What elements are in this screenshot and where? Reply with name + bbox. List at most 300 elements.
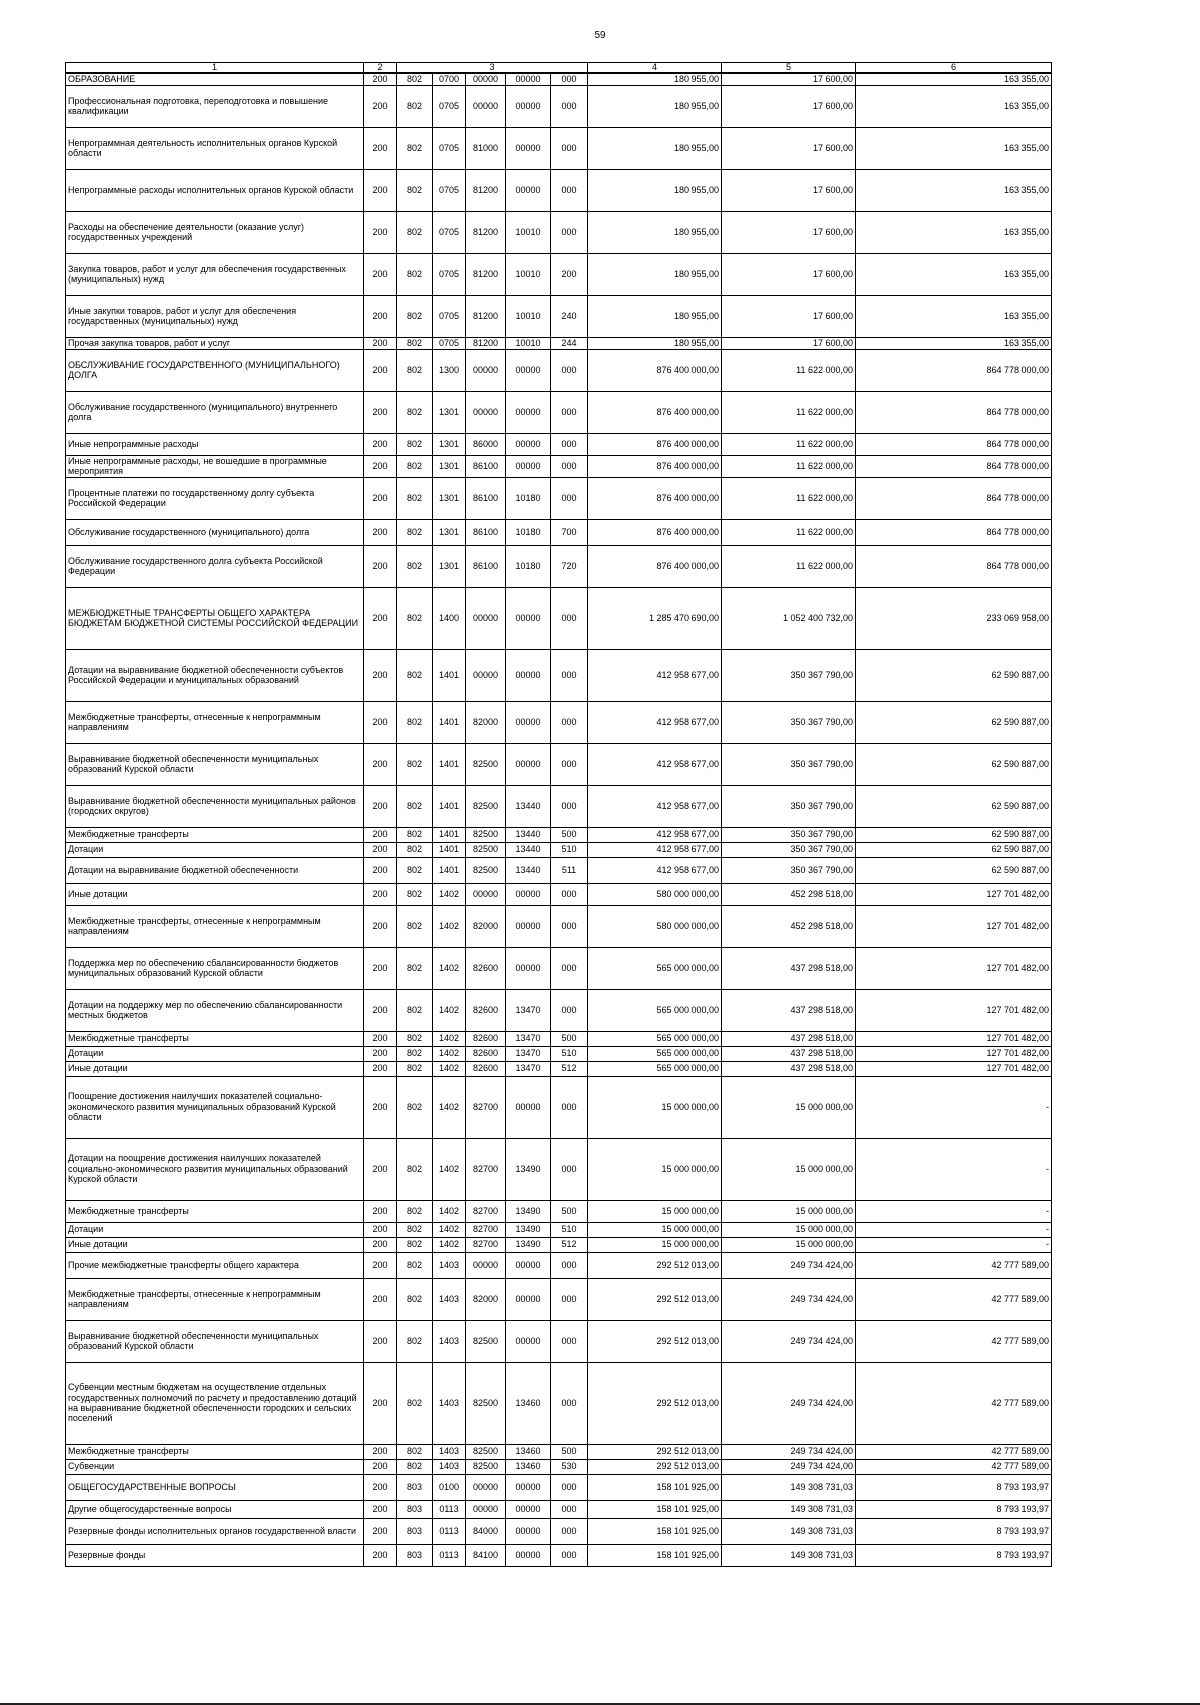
col3-section: 1402 [433,989,466,1031]
table-row [66,1138,1052,1200]
row-name: Межбюджетные трансферты [66,827,364,842]
col3-expense-type: 000 [551,349,588,391]
col6-amount: 127 701 482,00 [856,1031,1052,1046]
col3-expense-type: 000 [551,1500,588,1518]
col3-direction: 00000 [506,85,551,127]
col3-program: 82500 [466,1444,506,1459]
col4-amount: 292 512 013,00 [588,1444,722,1459]
col3-direction: 13460 [506,1362,551,1444]
col2-code: 200 [364,1459,397,1474]
col2-code: 200 [364,169,397,211]
row-name: Дотации [66,1046,364,1061]
col3-ministry: 802 [397,883,433,905]
row-name: Иные непрограммные расходы, не вошедшие в программные мероприятия [66,455,364,477]
row-name: Иные дотации [66,883,364,905]
col3-expense-type: 511 [551,857,588,883]
col3-ministry: 802 [397,391,433,433]
table-row [66,989,1052,1031]
col3-section: 1401 [433,785,466,827]
table-row [66,349,1052,391]
col3-ministry: 802 [397,295,433,337]
table-row [66,519,1052,545]
col3-section: 1402 [433,1222,466,1237]
row-name: Расходы на обеспечение деятельности (оказание услуг) государственных учреждений [66,211,364,253]
table-row [66,211,1052,253]
col5-amount: 437 298 518,00 [722,1061,856,1076]
col3-section: 0113 [433,1518,466,1544]
row-name: Межбюджетные трансферты [66,1031,364,1046]
col2-code: 200 [364,519,397,545]
col3-expense-type: 000 [551,1252,588,1278]
col6-amount: 127 701 482,00 [856,883,1052,905]
col4-amount: 412 958 677,00 [588,857,722,883]
row-name: Выравнивание бюджетной обеспеченности муниципальных образований Курской области [66,743,364,785]
col2-code: 200 [364,349,397,391]
col2-code: 200 [364,1046,397,1061]
col3-section: 1402 [433,1237,466,1252]
col4-amount: 158 101 925,00 [588,1500,722,1518]
col5-amount: 1 052 400 732,00 [722,587,856,649]
col2-code: 200 [364,1138,397,1200]
col6-amount: 163 355,00 [856,253,1052,295]
col3-program: 82600 [466,989,506,1031]
col3-ministry: 802 [397,857,433,883]
col6-amount: 864 778 000,00 [856,477,1052,519]
col3-direction: 13490 [506,1200,551,1222]
col6-amount: 8 793 193,97 [856,1474,1052,1500]
col3-direction: 13470 [506,1061,551,1076]
col5-amount: 17 600,00 [722,337,856,349]
col3-section: 0113 [433,1544,466,1566]
col3-section: 1403 [433,1252,466,1278]
col3-ministry: 802 [397,1222,433,1237]
col3-expense-type: 000 [551,169,588,211]
col3-expense-type: 000 [551,85,588,127]
col3-program: 00000 [466,391,506,433]
col3-ministry: 802 [397,1320,433,1362]
table-row [66,477,1052,519]
col3-ministry: 802 [397,785,433,827]
header-cell-2: 2 [364,63,397,74]
col4-amount: 180 955,00 [588,295,722,337]
header-cell-5: 5 [722,63,856,74]
col5-amount: 249 734 424,00 [722,1362,856,1444]
col3-section: 0705 [433,169,466,211]
col3-direction: 10010 [506,337,551,349]
col3-section: 1400 [433,587,466,649]
col3-direction: 13490 [506,1138,551,1200]
col3-ministry: 802 [397,1459,433,1474]
table-row [66,337,1052,349]
col3-ministry: 802 [397,169,433,211]
col4-amount: 580 000 000,00 [588,905,722,947]
col3-program: 81200 [466,295,506,337]
col5-amount: 149 308 731,03 [722,1544,856,1566]
col3-program: 82500 [466,857,506,883]
col2-code: 200 [364,545,397,587]
col3-program: 82600 [466,1031,506,1046]
col2-code: 200 [364,1200,397,1222]
col5-amount: 15 000 000,00 [722,1138,856,1200]
col4-amount: 15 000 000,00 [588,1222,722,1237]
col5-amount: 11 622 000,00 [722,545,856,587]
col3-program: 00000 [466,1500,506,1518]
table-row [66,857,1052,883]
col6-amount: 163 355,00 [856,337,1052,349]
col3-expense-type: 510 [551,1046,588,1061]
col6-amount: 42 777 589,00 [856,1459,1052,1474]
row-name: Дотации на поощрение достижения наилучших показателей социально-экономического развития муниципальных образований Курской области [66,1138,364,1200]
col3-expense-type: 000 [551,1320,588,1362]
col4-amount: 565 000 000,00 [588,1046,722,1061]
row-name: Другие общегосударственные вопросы [66,1500,364,1518]
col2-code: 200 [364,1278,397,1320]
col3-program: 84100 [466,1544,506,1566]
row-name: Закупка товаров, работ и услуг для обеспечения государственных (муниципальных) нужд [66,253,364,295]
col4-amount: 292 512 013,00 [588,1362,722,1444]
col2-code: 200 [364,337,397,349]
col3-section: 0705 [433,295,466,337]
col3-section: 0700 [433,73,466,85]
col3-ministry: 803 [397,1474,433,1500]
col3-ministry: 802 [397,1362,433,1444]
col4-amount: 158 101 925,00 [588,1518,722,1544]
col5-amount: 452 298 518,00 [722,883,856,905]
col4-amount: 292 512 013,00 [588,1320,722,1362]
col5-amount: 17 600,00 [722,73,856,85]
row-name: Межбюджетные трансферты, отнесенные к непрограммным направлениям [66,905,364,947]
col4-amount: 15 000 000,00 [588,1138,722,1200]
table-row [66,73,1052,85]
table-row [66,1320,1052,1362]
col6-amount: 8 793 193,97 [856,1518,1052,1544]
col3-program: 82700 [466,1237,506,1252]
col3-program: 81000 [466,127,506,169]
table-row [66,1474,1052,1500]
col4-amount: 876 400 000,00 [588,391,722,433]
col3-expense-type: 000 [551,1362,588,1444]
col3-direction: 00000 [506,1518,551,1544]
col3-program: 00000 [466,1474,506,1500]
col3-section: 1403 [433,1278,466,1320]
col3-section: 1402 [433,1031,466,1046]
col3-section: 0113 [433,1500,466,1518]
col5-amount: 11 622 000,00 [722,519,856,545]
col3-program: 84000 [466,1518,506,1544]
row-name: Субвенции местным бюджетам на осуществление отдельных государственных полномочий по расчету и предоставлению дотаций на выравнивание бюджетной обеспеченности городских и сельских поселений [66,1362,364,1444]
col2-code: 200 [364,1500,397,1518]
col3-expense-type: 000 [551,785,588,827]
col3-ministry: 802 [397,1046,433,1061]
col3-direction: 00000 [506,433,551,455]
col4-amount: 180 955,00 [588,169,722,211]
row-name: Прочая закупка товаров, работ и услуг [66,337,364,349]
col5-amount: 15 000 000,00 [722,1200,856,1222]
col3-ministry: 802 [397,519,433,545]
table-row [66,1444,1052,1459]
col4-amount: 412 958 677,00 [588,785,722,827]
col3-ministry: 802 [397,842,433,857]
col3-expense-type: 000 [551,477,588,519]
col3-program: 81200 [466,169,506,211]
col5-amount: 437 298 518,00 [722,989,856,1031]
col5-amount: 149 308 731,03 [722,1518,856,1544]
col2-code: 200 [364,1031,397,1046]
col3-expense-type: 000 [551,587,588,649]
col3-ministry: 802 [397,905,433,947]
col2-code: 200 [364,1320,397,1362]
row-name: Непрограммная деятельность исполнительных органов Курской области [66,127,364,169]
row-name: ОБЩЕГОСУДАРСТВЕННЫЕ ВОПРОСЫ [66,1474,364,1500]
table-row [66,1500,1052,1518]
col3-expense-type: 000 [551,1544,588,1566]
col3-direction: 00000 [506,1320,551,1362]
col6-amount: 163 355,00 [856,211,1052,253]
col3-ministry: 802 [397,1200,433,1222]
col3-program: 81200 [466,253,506,295]
col3-ministry: 802 [397,1237,433,1252]
col3-program: 82500 [466,1459,506,1474]
col2-code: 200 [364,1222,397,1237]
col3-ministry: 802 [397,73,433,85]
table-header-row [66,63,1052,74]
row-name: Процентные платежи по государственному долгу субъекта Российской Федерации [66,477,364,519]
col3-ministry: 802 [397,743,433,785]
col3-program: 82600 [466,947,506,989]
col3-section: 1403 [433,1459,466,1474]
col3-section: 0705 [433,337,466,349]
col3-direction: 00000 [506,701,551,743]
col5-amount: 11 622 000,00 [722,391,856,433]
col2-code: 200 [364,477,397,519]
col3-section: 1402 [433,883,466,905]
col4-amount: 876 400 000,00 [588,519,722,545]
col4-amount: 412 958 677,00 [588,827,722,842]
table-row [66,649,1052,701]
row-name: Резервные фонды [66,1544,364,1566]
table-row [66,545,1052,587]
col3-ministry: 802 [397,433,433,455]
col3-direction: 00000 [506,649,551,701]
col2-code: 200 [364,391,397,433]
col3-ministry: 802 [397,1444,433,1459]
table-row [66,1459,1052,1474]
col2-code: 200 [364,827,397,842]
col2-code: 200 [364,1252,397,1278]
col3-section: 1301 [433,391,466,433]
col3-ministry: 802 [397,477,433,519]
col3-section: 1402 [433,1076,466,1138]
col5-amount: 437 298 518,00 [722,1031,856,1046]
col4-amount: 876 400 000,00 [588,545,722,587]
col3-direction: 13470 [506,1046,551,1061]
row-name: Дотации на выравнивание бюджетной обеспеченности [66,857,364,883]
col2-code: 200 [364,433,397,455]
row-name: МЕЖБЮДЖЕТНЫЕ ТРАНСФЕРТЫ ОБЩЕГО ХАРАКТЕРА БЮДЖЕТАМ БЮДЖЕТНОЙ СИСТЕМЫ РОССИЙСКОЙ ФЕДЕРАЦИИ [66,587,364,649]
row-name: ОБСЛУЖИВАНИЕ ГОСУДАРСТВЕННОГО (МУНИЦИПАЛЬНОГО) ДОЛГА [66,349,364,391]
col4-amount: 180 955,00 [588,211,722,253]
col3-ministry: 802 [397,1076,433,1138]
col6-amount: 864 778 000,00 [856,519,1052,545]
col3-ministry: 802 [397,1138,433,1200]
col4-amount: 158 101 925,00 [588,1474,722,1500]
col5-amount: 249 734 424,00 [722,1459,856,1474]
col3-expense-type: 000 [551,883,588,905]
col3-ministry: 802 [397,85,433,127]
col3-direction: 13490 [506,1222,551,1237]
col3-section: 1401 [433,857,466,883]
col6-amount: 62 590 887,00 [856,827,1052,842]
header-cell-4: 4 [588,63,722,74]
col6-amount: 864 778 000,00 [856,433,1052,455]
table-row [66,1046,1052,1061]
col3-section: 1401 [433,743,466,785]
col5-amount: 17 600,00 [722,211,856,253]
col6-amount: 42 777 589,00 [856,1252,1052,1278]
col4-amount: 180 955,00 [588,73,722,85]
col6-amount: 127 701 482,00 [856,947,1052,989]
col3-program: 00000 [466,85,506,127]
col3-section: 0705 [433,253,466,295]
col2-code: 200 [364,455,397,477]
col3-direction: 00000 [506,349,551,391]
col3-program: 86100 [466,545,506,587]
col3-direction: 10180 [506,545,551,587]
col6-amount: 62 590 887,00 [856,743,1052,785]
col4-amount: 180 955,00 [588,253,722,295]
row-name: Поддержка мер по обеспечению сбалансированности бюджетов муниципальных образований Курской области [66,947,364,989]
col3-expense-type: 000 [551,211,588,253]
table-row [66,1362,1052,1444]
col5-amount: 15 000 000,00 [722,1237,856,1252]
col2-code: 200 [364,1518,397,1544]
col3-ministry: 802 [397,701,433,743]
col6-amount: - [856,1200,1052,1222]
col2-code: 200 [364,73,397,85]
col3-direction: 13460 [506,1459,551,1474]
col3-direction: 00000 [506,455,551,477]
col3-direction: 00000 [506,743,551,785]
col3-ministry: 802 [397,947,433,989]
col2-code: 200 [364,883,397,905]
col5-amount: 452 298 518,00 [722,905,856,947]
table-row [66,433,1052,455]
col3-section: 1402 [433,1046,466,1061]
col2-code: 200 [364,127,397,169]
col3-program: 00000 [466,349,506,391]
col3-expense-type: 000 [551,1076,588,1138]
col3-program: 82600 [466,1061,506,1076]
col5-amount: 249 734 424,00 [722,1252,856,1278]
col3-direction: 00000 [506,1278,551,1320]
col2-code: 200 [364,905,397,947]
col3-program: 82500 [466,785,506,827]
col2-code: 200 [364,649,397,701]
row-name: Выравнивание бюджетной обеспеченности муниципальных образований Курской области [66,1320,364,1362]
col3-section: 1401 [433,827,466,842]
col2-code: 200 [364,1444,397,1459]
col4-amount: 412 958 677,00 [588,842,722,857]
col3-ministry: 802 [397,587,433,649]
page-number: 59 [594,30,606,41]
col3-expense-type: 512 [551,1237,588,1252]
col5-amount: 249 734 424,00 [722,1320,856,1362]
col5-amount: 350 367 790,00 [722,701,856,743]
col3-expense-type: 000 [551,743,588,785]
col6-amount: 62 590 887,00 [856,842,1052,857]
col5-amount: 350 367 790,00 [722,842,856,857]
col3-direction: 00000 [506,73,551,85]
col6-amount: 127 701 482,00 [856,905,1052,947]
col3-ministry: 802 [397,1278,433,1320]
col2-code: 200 [364,701,397,743]
row-name: Иные закупки товаров, работ и услуг для обеспечения государственных (муниципальных) нужд [66,295,364,337]
col3-section: 0100 [433,1474,466,1500]
col6-amount: 42 777 589,00 [856,1362,1052,1444]
col5-amount: 437 298 518,00 [722,947,856,989]
col3-program: 00000 [466,883,506,905]
col6-amount: 8 793 193,97 [856,1500,1052,1518]
col6-amount: 62 590 887,00 [856,701,1052,743]
col3-ministry: 802 [397,545,433,587]
col3-direction: 00000 [506,1474,551,1500]
table-row [66,1518,1052,1544]
col3-expense-type: 000 [551,1518,588,1544]
row-name: Межбюджетные трансферты [66,1200,364,1222]
table-row [66,587,1052,649]
col3-program: 82000 [466,701,506,743]
col3-direction: 13440 [506,827,551,842]
col3-ministry: 803 [397,1518,433,1544]
col3-direction: 00000 [506,391,551,433]
table-row [66,295,1052,337]
col4-amount: 580 000 000,00 [588,883,722,905]
col4-amount: 412 958 677,00 [588,649,722,701]
col3-expense-type: 512 [551,1061,588,1076]
col2-code: 200 [364,989,397,1031]
col3-expense-type: 000 [551,455,588,477]
col5-amount: 17 600,00 [722,127,856,169]
col6-amount: 127 701 482,00 [856,1061,1052,1076]
col3-ministry: 802 [397,649,433,701]
col2-code: 200 [364,1237,397,1252]
col4-amount: 565 000 000,00 [588,1031,722,1046]
col6-amount: 233 069 958,00 [856,587,1052,649]
col6-amount: 163 355,00 [856,127,1052,169]
col3-expense-type: 510 [551,1222,588,1237]
col5-amount: 11 622 000,00 [722,433,856,455]
table-row [66,1031,1052,1046]
col3-program: 86100 [466,519,506,545]
col3-direction: 13470 [506,989,551,1031]
table-row [66,883,1052,905]
col3-section: 1403 [433,1320,466,1362]
col3-expense-type: 000 [551,391,588,433]
col5-amount: 11 622 000,00 [722,349,856,391]
col4-amount: 292 512 013,00 [588,1252,722,1278]
col6-amount: 42 777 589,00 [856,1320,1052,1362]
table-row [66,1237,1052,1252]
col3-expense-type: 200 [551,253,588,295]
row-name: Поощрение достижения наилучших показателей социально-экономического развития муниципальных образований Курской области [66,1076,364,1138]
col3-program: 81200 [466,337,506,349]
col3-direction: 13470 [506,1031,551,1046]
col4-amount: 1 285 470 690,00 [588,587,722,649]
col3-ministry: 802 [397,349,433,391]
col6-amount: 163 355,00 [856,169,1052,211]
col3-program: 82700 [466,1200,506,1222]
row-name: Межбюджетные трансферты, отнесенные к непрограммным направлениям [66,1278,364,1320]
